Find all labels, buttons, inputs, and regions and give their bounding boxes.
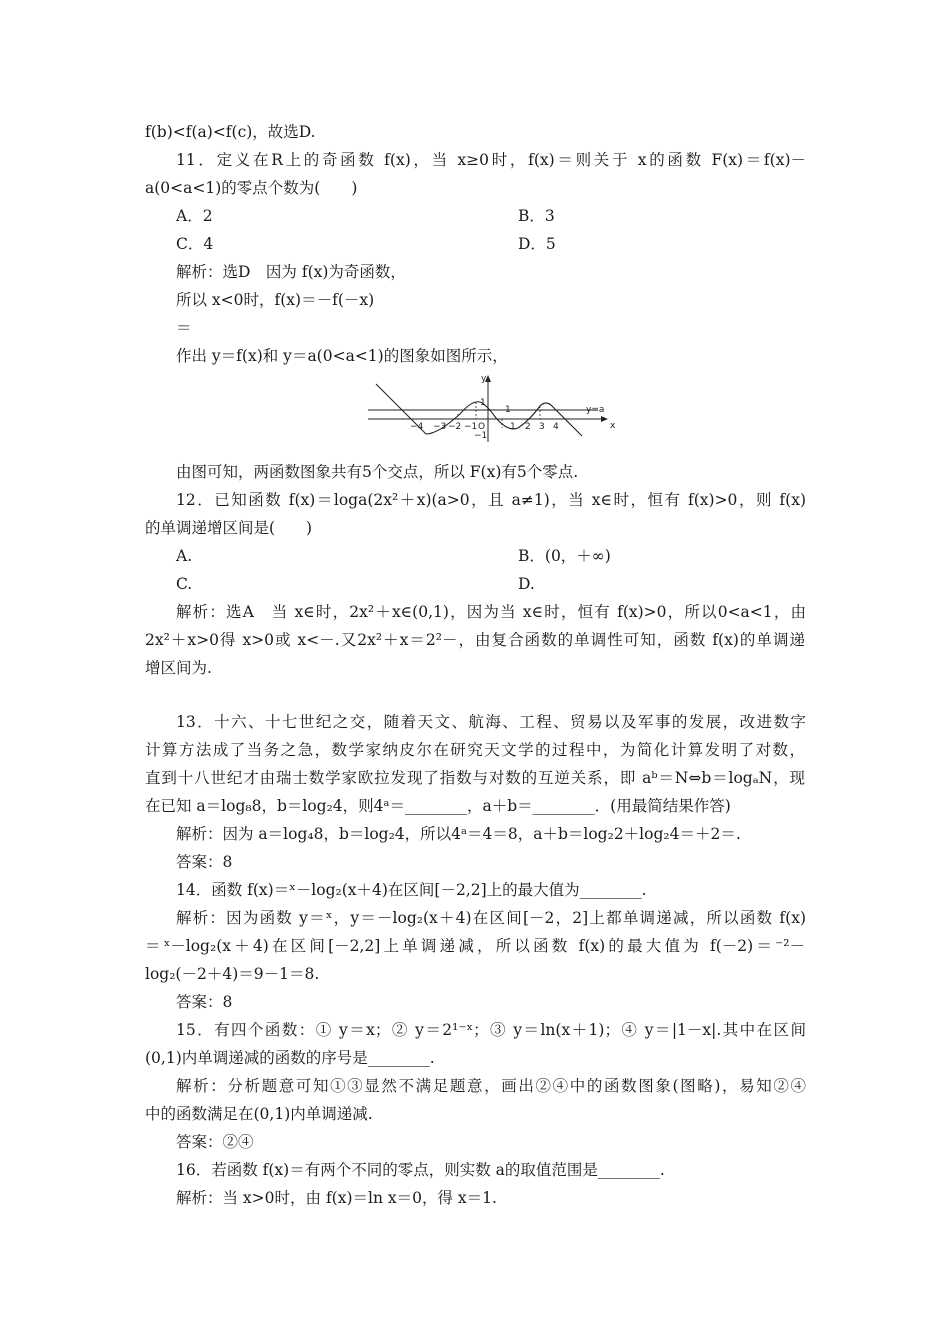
x-tick-label: −4 [410,422,424,432]
question-13-stem-cont: 在已知 a＝log₈8，b＝log₂4，则4ᵃ＝________，a＋b＝________．(用最简结果作答) [145,797,731,815]
question-11-solution-line: 所以 x<0时，f(x)＝－f(－x) [176,291,375,309]
question-12-option-c: C. [176,575,193,593]
question-12-solution: 解析：选A 当 x∈时，2x²＋x∈(0,1)，因为当 x∈时，恒有 f(x)>0，所以0<a<1，由 [176,603,806,621]
question-14-solution: 解析：因为函数 y＝ˣ，y＝－log₂(x＋4)在区间[－2，2]上都单调递减，所以函数 f(x) [176,909,806,927]
question-13-stem-cont: 直到十八世纪才由瑞士数学家欧拉发现了指数与对数的互逆关系，即 aᵇ＝N⇔b＝logₐN，现 [145,769,805,787]
question-16-stem: 16．若函数 f(x)＝有两个不同的零点，则实数 a的取值范围是________. [176,1161,665,1179]
x-tick-label: −2 [448,422,462,432]
question-11-option-c: C．4 [176,235,214,253]
x-tick-label: 2 [525,422,531,432]
x-tick-label: −3 [433,422,447,432]
question-14-answer: 答案：8 [176,993,233,1011]
y-axis-label: y [481,374,487,384]
question-13-stem-cont: 计算方法成了当务之急，数学家纳皮尔在研究天文学的过程中，为简化计算发明了对数， [145,741,805,759]
question-13-solution: 解析：因为 a＝log₄8，b＝log₂4，所以4ᵃ＝4＝8，a＋b＝log₂2＋log₂4＝＋2＝. [176,825,741,843]
x-axis-label: x [610,421,616,431]
question-11-option-b: B．3 [518,207,555,225]
question-11-conclusion: 由图可知，两函数图象共有5个交点，所以 F(x)有5个零点. [176,463,579,481]
x-tick-label: 3 [539,422,545,432]
question-12-solution-line: 2x²＋x>0得 x>0或 x<－.又2x²＋x＝2²－，由复合函数的单调性可知，函数 f(x)的单调递 [145,631,805,649]
question-12-option-a: A. [176,547,193,565]
question-14-stem: 14．函数 f(x)＝ˣ－log₂(x＋4)在区间[－2,2]上的最大值为________. [176,881,647,899]
question-12-option-b: B．(0，＋∞) [518,547,611,565]
question-12-stem: 12．已知函数 f(x)＝loga(2x²＋x)(a>0，且 a≠1)，当 x∈时，恒有 f(x)>0，则 f(x) [176,491,806,509]
question-12-stem-cont: 的单调递增区间是( ) [145,519,313,537]
question-12-solution-line: 增区间为. [145,659,212,677]
question-11-stem-cont: a(0<a<1)的零点个数为( ) [145,179,358,197]
text-line: f(b)<f(a)<f(c)，故选D. [145,123,316,141]
origin-label: O [478,422,486,432]
question-15-stem: 15．有四个函数：① y＝x；② y＝2¹⁻ˣ；③ y＝ln(x＋1)；④ y＝|1－x|.其中在区间 [176,1021,806,1039]
question-13-answer: 答案：8 [176,853,233,871]
question-15-solution-line: 中的函数满足在(0,1)内单调递减. [145,1105,373,1123]
question-11-solution-line: 作出 y＝f(x)和 y＝a(0<a<1)的图象如图所示， [176,347,508,365]
x-tick-label: 4 [553,422,559,432]
question-11-option-d: D．5 [518,235,556,253]
question-15-answer: 答案：②④ [176,1133,254,1151]
line-label: y=a [586,405,605,415]
question-11-option-a: A．2 [176,207,213,225]
question-14-solution-line: log₂(－2＋4)＝9－1＝8. [145,965,320,983]
question-11-solution: 解析：选D 因为 f(x)为奇函数， [176,263,406,281]
y-tick-negative: −1 [474,431,488,441]
question-13-stem: 13．十六、十七世纪之交，随着天文、航海、工程、贸易以及军事的发展，改进数字 [176,713,806,731]
question-15-solution: 解析：分析题意可知①③显然不满足题意，画出②④中的函数图象(图略)，易知②④ [176,1077,806,1095]
question-14-solution-line: ＝ˣ－log₂(x＋4)在区间[－2,2]上单调递减，所以函数 f(x)的最大值为 f(－2)＝⁻²－ [145,937,805,955]
function-graph-figure [368,372,618,444]
x-axis-arrow [601,416,608,422]
mid-label: 1 [505,405,511,415]
question-15-stem-cont: (0,1)内单调递减的函数的序号是________. [145,1049,435,1067]
x-tick-label: −1 [464,422,478,432]
x-tick-label: 1 [510,422,516,432]
question-11-stem: 11．定义在R上的奇函数 f(x)，当 x≥0时，f(x)＝则关于 x的函数 F(x)＝f(x)－ [176,151,806,169]
question-16-solution: 解析：当 x>0时，由 f(x)＝ln x＝0，得 x＝1. [176,1189,497,1207]
question-12-option-d: D. [518,575,535,593]
question-11-solution-line: ＝ [176,319,192,337]
y-tick-positive: 1 [480,398,486,408]
